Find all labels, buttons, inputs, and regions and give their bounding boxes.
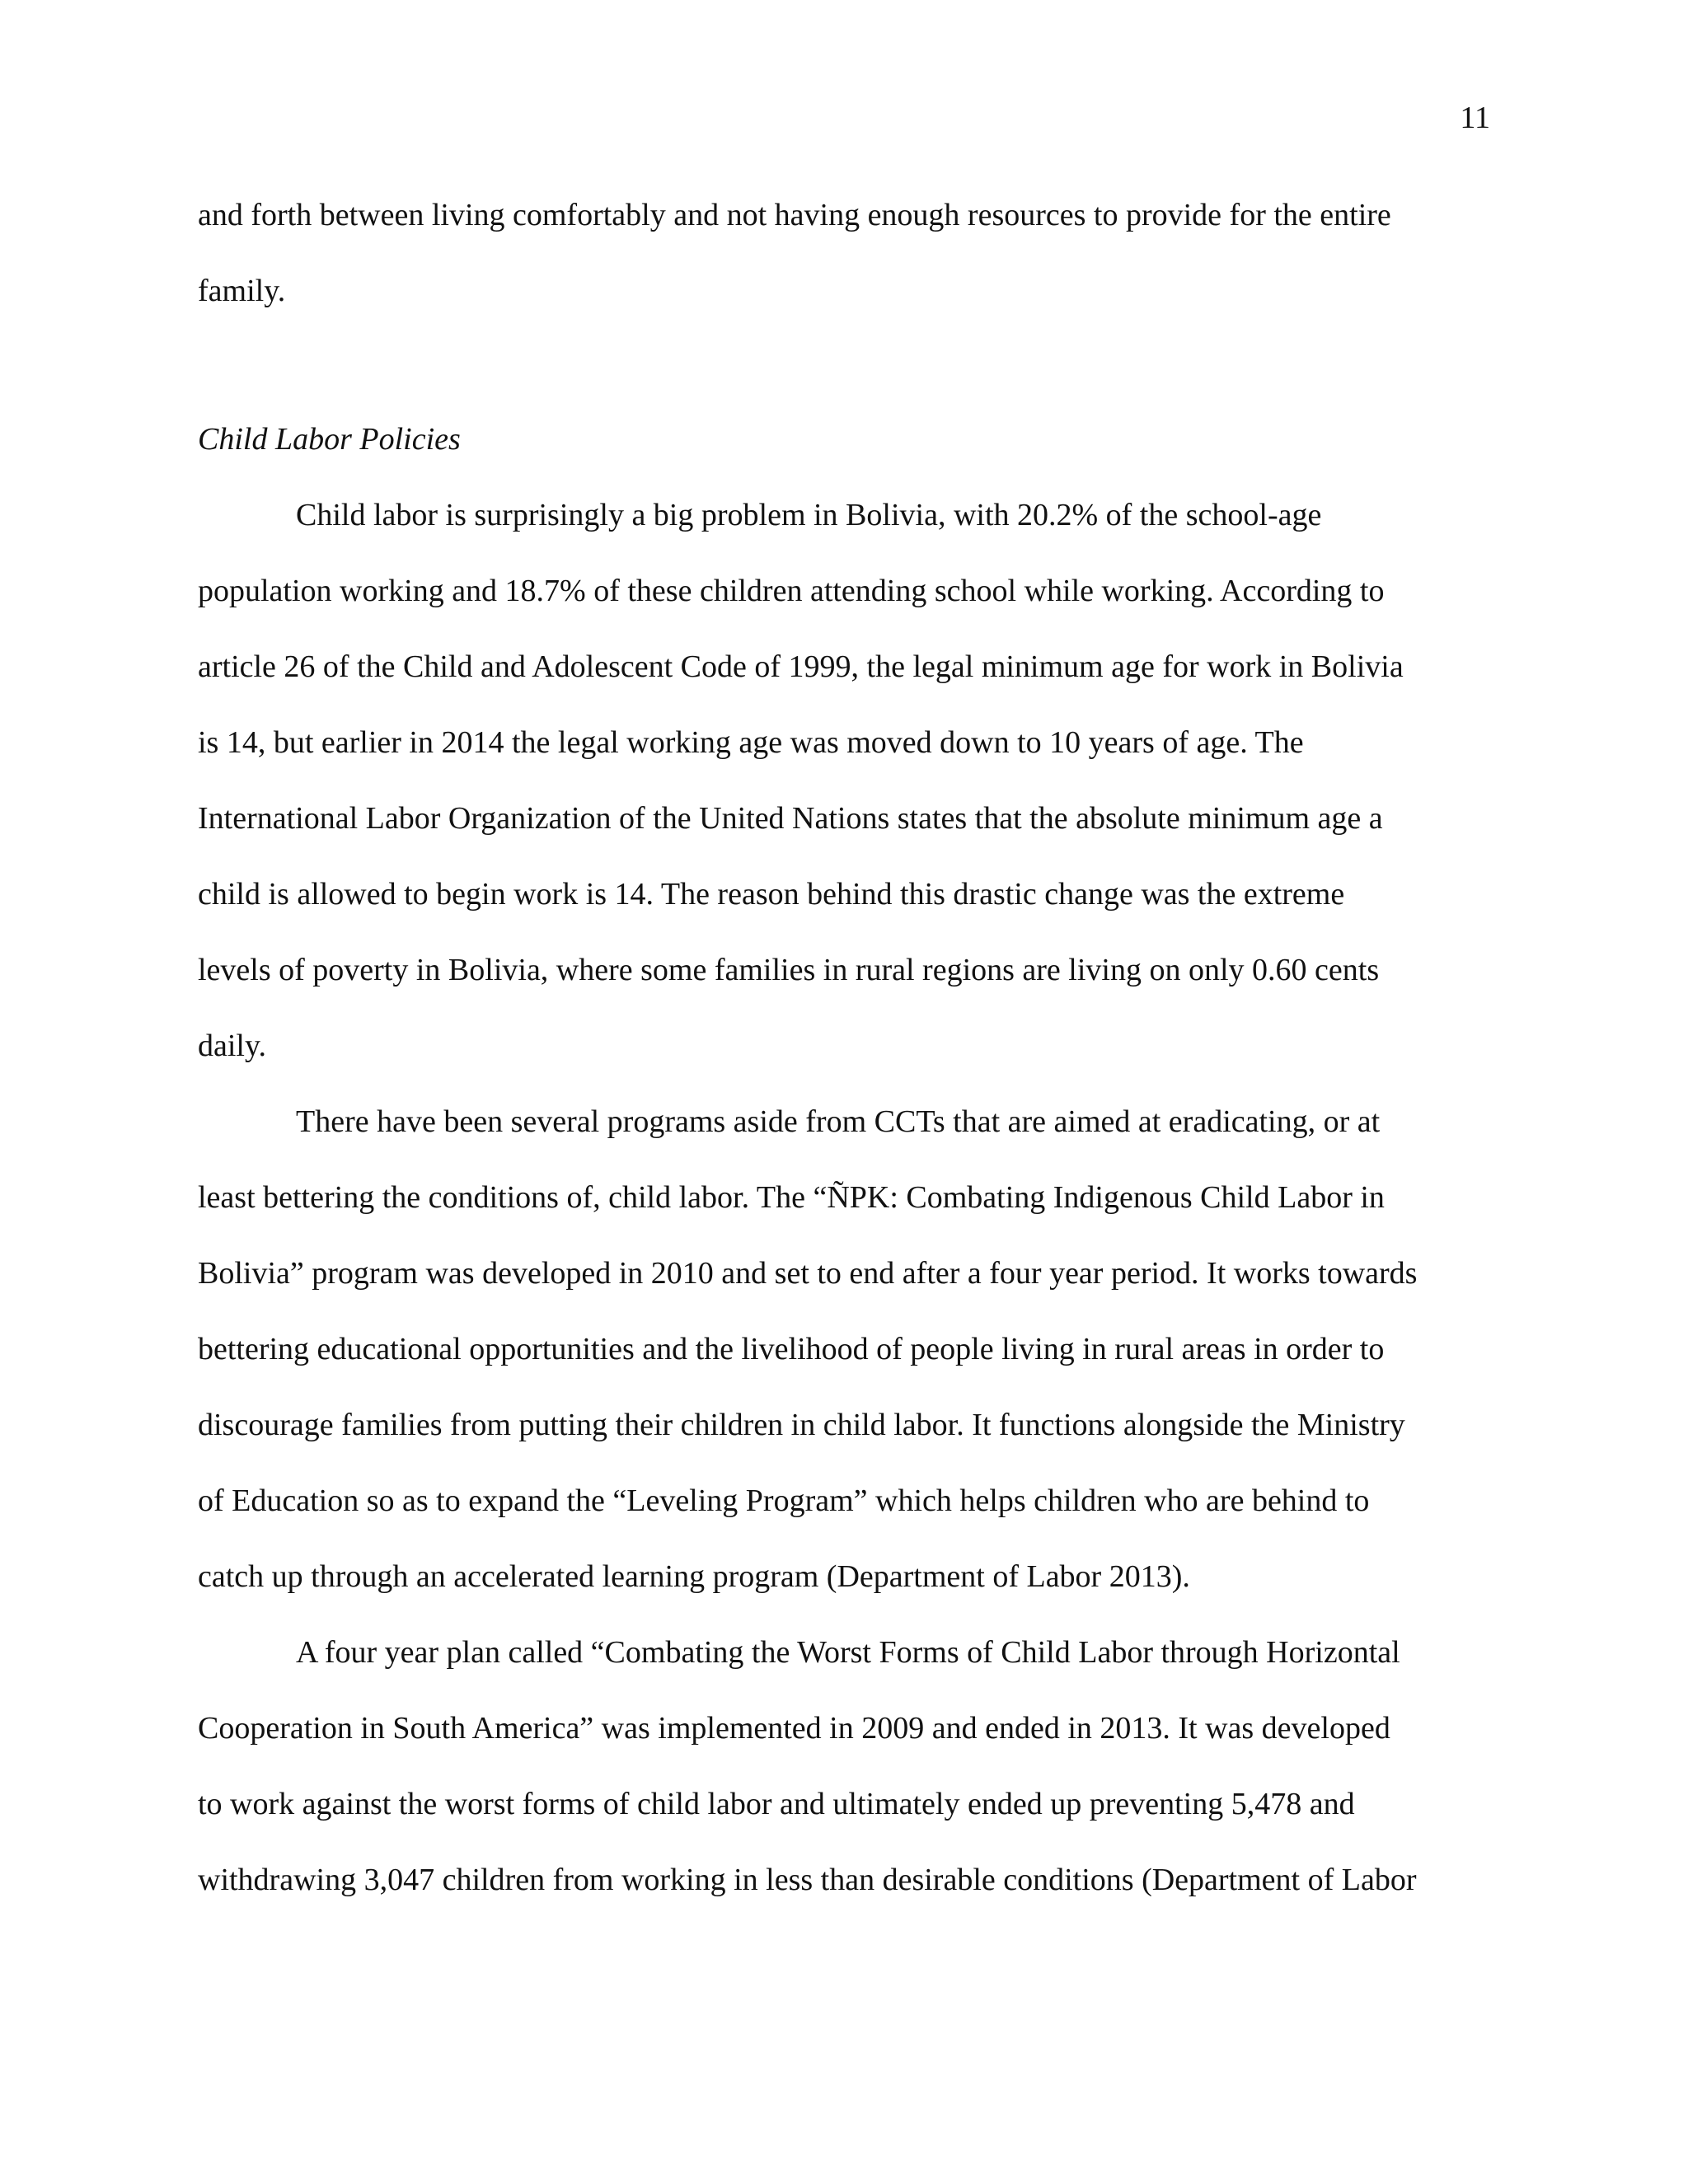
text-line: levels of poverty in Bolivia, where some families in rural regions are living on only 0.60 cents xyxy=(198,953,1380,987)
section-heading: Child Labor Policies xyxy=(198,422,461,457)
paragraph-first-line: There have been several programs aside from CCTs that are aimed at eradicating, or at xyxy=(296,1104,1381,1139)
page-number: 11 xyxy=(1460,101,1490,135)
text-line: bettering educational opportunities and the livelihood of people living in rural areas in order to xyxy=(198,1332,1385,1366)
text-line: Bolivia” program was developed in 2010 and set to end after a four year period. It works towards xyxy=(198,1256,1418,1291)
text-line: Cooperation in South America” was implemented in 2009 and ended in 2013. It was developed xyxy=(198,1711,1390,1746)
text-line: child is allowed to begin work is 14. The reason behind this drastic change was the extreme xyxy=(198,877,1345,912)
text-line: of Education so as to expand the “Leveling Program” which helps children who are behind to xyxy=(198,1483,1370,1518)
text-line: population working and 18.7% of these children attending school while working. According to xyxy=(198,574,1385,608)
text-line: family. xyxy=(198,274,286,308)
text-line: withdrawing 3,047 children from working in less than desirable conditions (Department of Labor xyxy=(198,1863,1417,1897)
text-line: to work against the worst forms of child labor and ultimately ended up preventing 5,478 and xyxy=(198,1787,1355,1821)
text-line: least bettering the conditions of, child labor. The “ÑPK: Combating Indigenous Child Labor in xyxy=(198,1180,1385,1215)
text-line: daily. xyxy=(198,1029,267,1063)
text-line: discourage families from putting their children in child labor. It functions alongside the Ministry xyxy=(198,1408,1405,1442)
paragraph-first-line: A four year plan called “Combating the Worst Forms of Child Labor through Horizontal xyxy=(296,1635,1400,1670)
text-line: is 14, but earlier in 2014 the legal working age was moved down to 10 years of age. The xyxy=(198,725,1304,760)
text-line: and forth between living comfortably and not having enough resources to provide for the entire xyxy=(198,198,1391,232)
paragraph-first-line: Child labor is surprisingly a big problem in Bolivia, with 20.2% of the school-age xyxy=(296,498,1322,532)
text-line: catch up through an accelerated learning program (Department of Labor 2013). xyxy=(198,1559,1190,1594)
text-line: International Labor Organization of the United Nations states that the absolute minimum age a xyxy=(198,801,1383,836)
text-line: article 26 of the Child and Adolescent Code of 1999, the legal minimum age for work in Bolivia xyxy=(198,649,1404,684)
